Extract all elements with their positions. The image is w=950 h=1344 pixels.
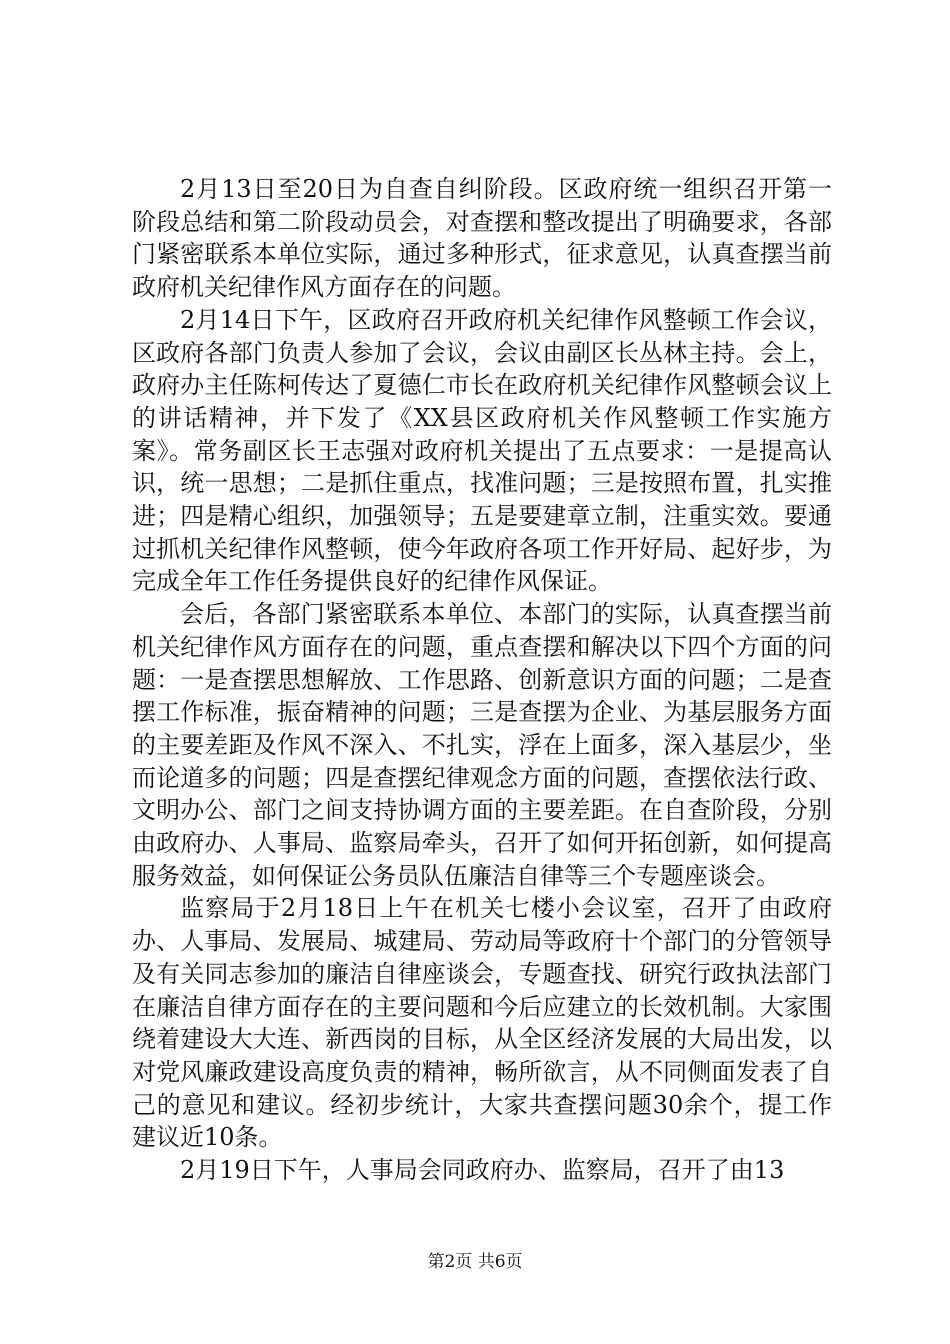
paragraph-after-meeting: 会后，各部门紧密联系本单位、本部门的实际，认真查摆当前机关纪律作风方面存在的问题，重点查摆和解决以下四个方面的问题：一是查摆思想解放、工作思路、创新意识方面的问题；二是查摆工作标准，振奋精神的问题；三是查摆为企业、为基层服务方面的主要差距及作风不深入、不扎实，浮在上面多，深入基层少，坐而论道多的问题；四是查摆纪律观念方面的问题，查摆依法行政、文明办公、部门之间支持协调方面的主要差距。在自查阶段，分别由政府办、人事局、监察局牵头，召开了如何开拓创新，如何提高服务效益，如何保证公务员队伍廉洁自律等三个专题座谈会。 (132, 600, 832, 890)
paragraph-self-check-stage: 2月13日至20日为自查自纠阶段。区政府统一组织召开第一阶段总结和第二阶段动员会，对查摆和整改提出了明确要求，各部门紧密联系本单位实际，通过多种形式，征求意见，认真查摆当前政府机关纪律作风方面存在的问题。 (132, 175, 832, 302)
paragraph-feb14-meeting: 2月14日下午，区政府召开政府机关纪律作风整顿工作会议，区政府各部门负责人参加了会议，会议由副区长丛林主持。会上，政府办主任陈柯传达了夏德仁市长在政府机关纪律作风整顿会议上的讲话精神，并下发了《XX县区政府机关作风整顿工作实施方案》。常务副区长王志强对政府机关提出了五点要求：一是提高认识，统一思想；二是抓住重点，找准问题；三是按照布置，扎实推进；四是精心组织，加强领导；五是要建章立制，注重实效。要通过抓机关纪律作风整顿，使今年政府各项工作开好局、起好步，为完成全年工作任务提供良好的纪律作风保证。 (132, 305, 832, 596)
document-body (132, 173, 832, 1187)
paragraph-supervision-bureau: 监察局于2月18日上午在机关七楼小会议室，召开了由政府办、人事局、发展局、城建局、劳动局等政府十个部门的分管领导及有关同志参加的廉洁自律座谈会，专题查找、研究行政执法部门在廉洁自律方面存在的主要问题和今后应建立的长效机制。大家围绕着建设大大连、新西岗的目标，从全区经济发展的大局出发，以对党风廉政建设高度负责的精神，畅所欲言，从不同侧面发表了自己的意见和建议。经初步统计，大家共查摆问题30余个，提工作建议近10条。 (132, 894, 832, 1152)
paragraph-feb19-meeting: 2月19日下午，人事局会同政府办、监察局，召开了由13 (180, 1156, 785, 1185)
page-footer (0, 1252, 950, 1272)
page-number-label: 第2页 共6页 (427, 1252, 523, 1272)
